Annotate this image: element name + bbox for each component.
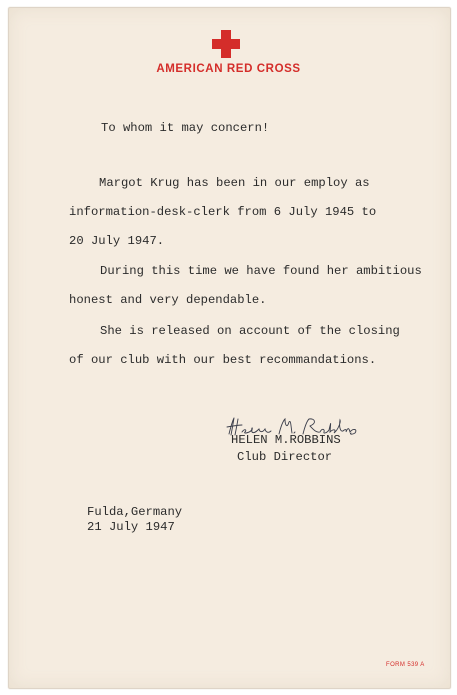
salutation: To whom it may concern!	[101, 121, 270, 135]
paragraph-1-line-1: Margot Krug has been in our employ as	[99, 176, 370, 190]
form-number: FORM 539 A	[386, 662, 425, 668]
signatory-title: Club Director	[237, 450, 333, 464]
paragraph-2-line-1: During this time we have found her ambitious	[100, 264, 422, 278]
paragraph-3-line-2: of our club with our best recommandations.	[69, 353, 377, 367]
organization-name: AMERICAN RED CROSS	[156, 63, 301, 75]
red-cross-icon	[212, 30, 240, 58]
paragraph-3-line-1: She is released on account of the closing	[100, 324, 400, 338]
signatory-name: HELEN M.ROBBINS	[231, 433, 341, 447]
paragraph-1-line-3: 20 July 1947.	[69, 234, 165, 248]
paragraph-2-line-2: honest and very dependable.	[69, 293, 267, 307]
date: 21 July 1947	[87, 520, 175, 534]
paragraph-1-line-2: information-desk-clerk from 6 July 1945 to	[69, 205, 377, 219]
paper-sheet	[9, 8, 450, 688]
place: Fulda,Germany	[87, 505, 183, 519]
